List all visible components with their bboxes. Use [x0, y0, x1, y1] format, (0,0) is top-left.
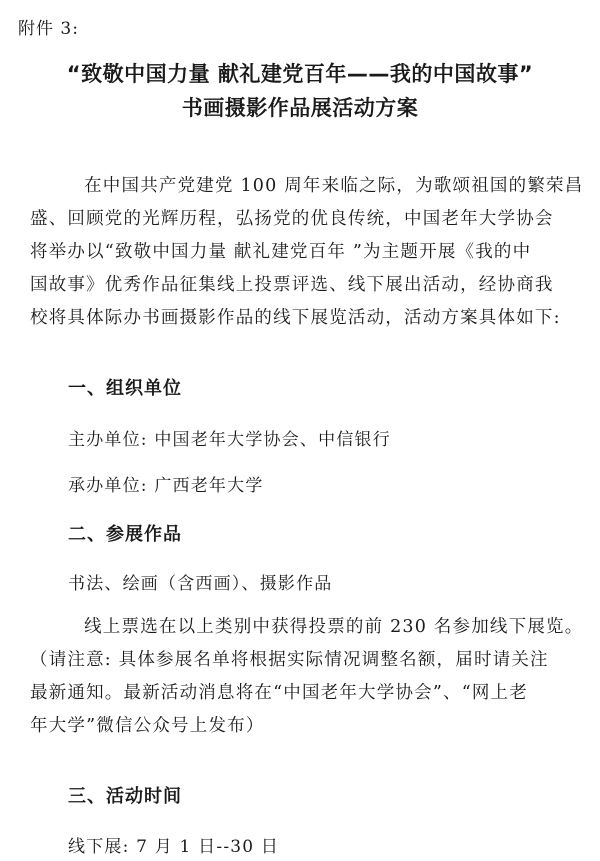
intro-line: 在中国共产党建党 100 周年来临之际，为歌颂祖国的繁荣昌 [30, 176, 584, 196]
attachment-label: 附件 3: [18, 19, 79, 39]
section-heading-organizers: 一、组织单位 [68, 378, 182, 399]
selection-note-paragraph [30, 611, 582, 743]
selection-note-line: 年大学”微信公众号上发布） [30, 716, 265, 736]
section-heading-exhibits: 二、参展作品 [68, 524, 182, 545]
intro-line: 盛、回顾党的光辉历程，弘扬党的优良传统，中国老年大学协会 [30, 209, 554, 229]
host-unit: 主办单位: 中国老年大学协会、中信银行 [68, 430, 391, 450]
exhibit-categories: 书法、绘画（含西画）、摄影作品 [68, 574, 333, 594]
offline-exhibition-dates: 线下展: 7 月 1 日--30 日 [68, 837, 280, 857]
organizer-unit: 承办单位: 广西老年大学 [68, 476, 264, 496]
section-heading-schedule: 三、活动时间 [68, 786, 182, 807]
selection-note-line: 最新通知。最新活动消息将在“中国老年大学协会”、“网上老 [30, 683, 528, 703]
intro-paragraph [30, 170, 582, 335]
intro-line: 国故事》优秀作品征集线上投票评选、线下展出活动，经协商我 [30, 275, 554, 295]
document-title-line-2: 书画摄影作品展活动方案 [181, 96, 419, 120]
intro-line: 校将具体际办书画摄影作品的线下展览活动，活动方案具体如下: [30, 308, 561, 328]
selection-note-line: 线上票选在以上类别中获得投票的前 230 名参加线下展览。 [30, 617, 584, 637]
document-title-line-1: “致敬中国力量 献礼建党百年——我的中国故事” [66, 62, 534, 86]
intro-line: 将举办以“致敬中国力量 献礼建党百年 ”为主题开展《我的中 [30, 242, 532, 262]
selection-note-line: （请注意: 具体参展名单将根据实际情况调整名额，届时请关注 [30, 650, 549, 670]
